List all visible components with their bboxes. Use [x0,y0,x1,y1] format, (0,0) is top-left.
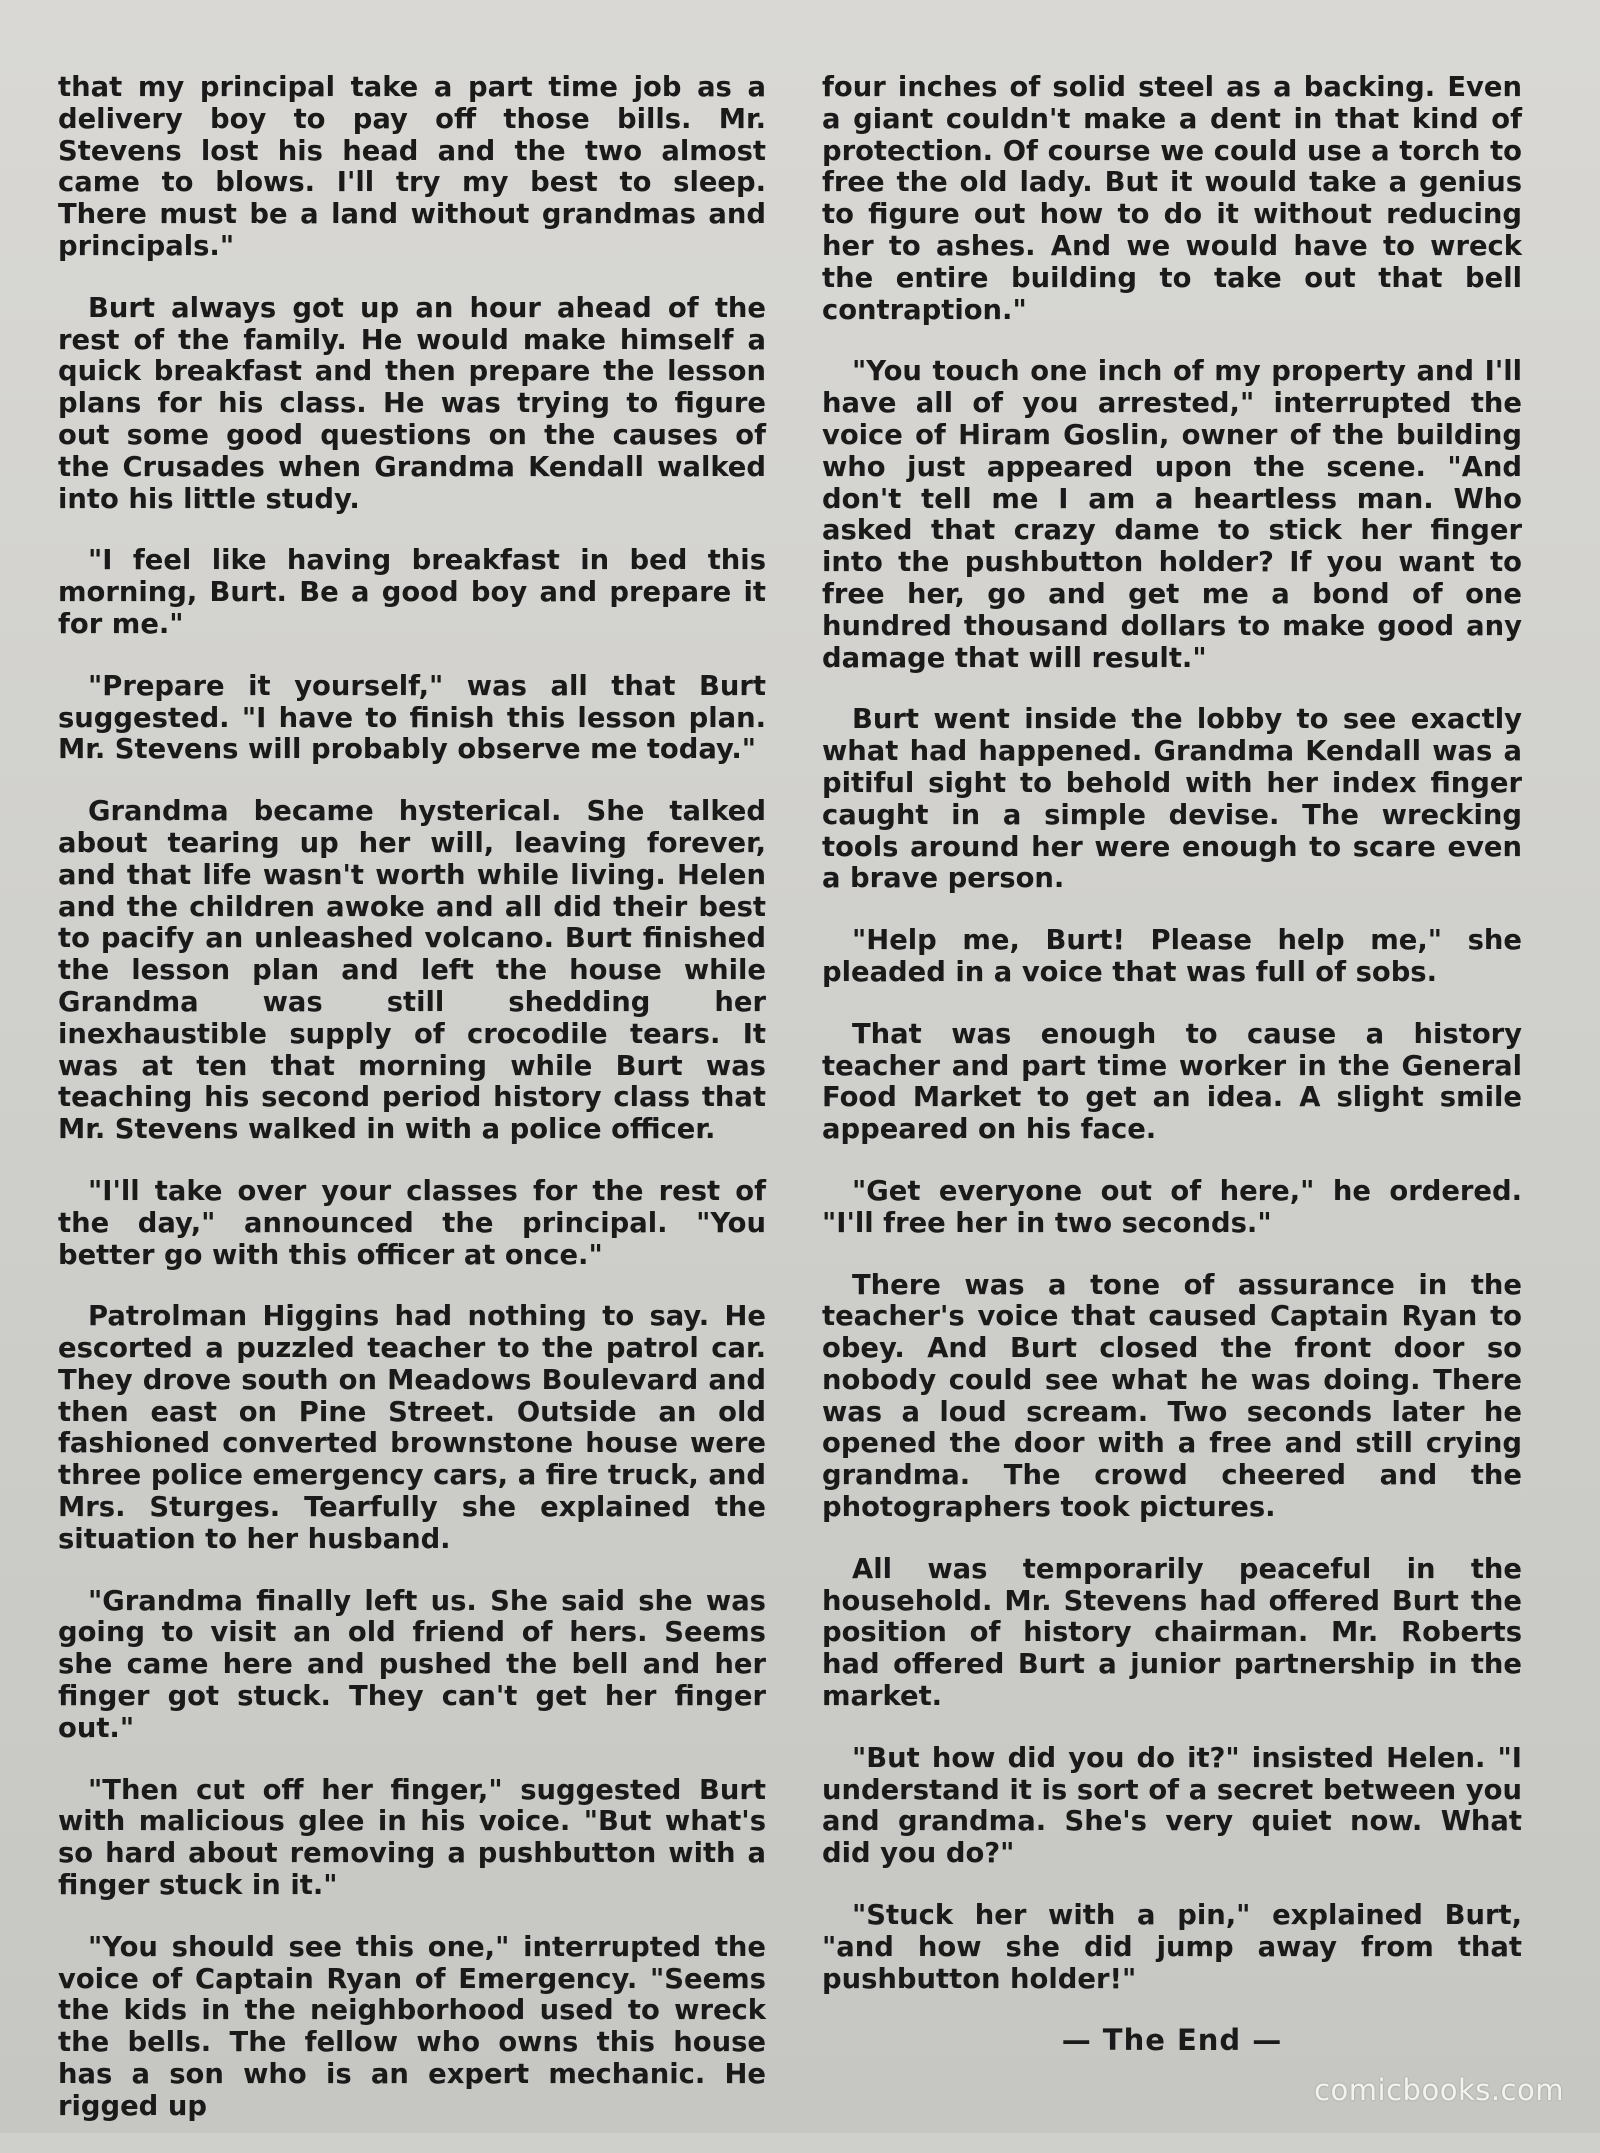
paragraph: "Prepare it yourself," was all that Burt suggested. "I have to finish this lesson plan. Mr. Stevens will probably observe me today." [58,670,766,766]
paragraph: Patrolman Higgins had nothing to say. He escorted a puzzled teacher to the patrol car. They drove south on Meadows Boulevard and then east on Pine Street. Outside an old fashioned converted brownstone house were three police emergency cars, a fire truck, and Mrs. Sturges. Tearfully she explained the situation to her husband. [58,1301,766,1555]
site-watermark: comicbooks.com [1314,2073,1564,2107]
paragraph: "But how did you do it?" insisted Helen. "I understand it is sort of a secret between you and grandma. She's very quiet now. What did you do?" [822,1742,1522,1870]
paragraph: that my principal take a part time job as a delivery boy to pay off those bills. Mr. Stevens lost his head and the two almost came to blows. I'll try my best to sleep. There must be a land without grandmas and principals." [58,72,766,262]
paragraph: "Grandma finally left us. She said she was going to visit an old friend of hers. Seems she came here and pushed the bell and her finger got stuck. They can't get her finger out." [58,1585,766,1744]
right-column [822,72,1522,2057]
paragraph: Burt went inside the lobby to see exactly what had happened. Grandma Kendall was a pitiful sight to behold with her index finger caught in a simple devise. The wrecking tools around her were enough to scare even a brave person. [822,704,1522,895]
paragraph: Grandma became hysterical. She talked about tearing up her will, leaving forever, and that life wasn't worth while living. Helen and the children awoke and all did their best to pacify an unleashed volcano. Burt finished the lesson plan and left the house while Grandma was still shedding her inexhaustible supply of crocodile tears. It was at ten that morning while Burt was teaching his second period history class that Mr. Stevens walked in with a police officer. [58,796,766,1146]
paragraph: "Then cut off her finger," suggested Burt with malicious glee in his voice. "But what's so hard about removing a pushbutton with a finger stuck in it." [58,1774,766,1902]
paragraph: That was enough to cause a history teacher and part time worker in the General Food Market to get an idea. A slight smile appeared on his face. [822,1018,1522,1146]
paragraph: four inches of solid steel as a backing. Even a giant couldn't make a dent in that kind of protection. Of course we could use a torch to free the old lady. But it would take a genius to figure out how to do it without reducing her to ashes. And we would have to wreck the entire building to take out that bell contraption." [822,72,1522,326]
paragraph: "You should see this one," interrupted the voice of Captain Ryan of Emergency. "Seems the kids in the neighborhood used to wreck the bells. The fellow who owns this house has a son who is an expert mechanic. He rigged up [58,1931,766,2122]
paragraph: "I feel like having breakfast in bed this morning, Burt. Be a good boy and prepare it for me." [58,545,766,640]
paragraph: "Help me, Burt! Please help me," she pleaded in a voice that was full of sobs. [822,925,1522,988]
paragraph: "You touch one inch of my property and I'll have all of you arrested," interrupted the voice of Hiram Goslin, owner of the building who just appeared upon the scene. "And don't tell me I am a heartless man. Who asked that crazy dame to stick her finger into the pushbutton holder? If you want to free her, go and get me a bond of one hundred thousand dollars to make good any damage that will result." [822,356,1522,674]
left-column [58,72,766,2153]
the-end-mark: — The End — [1061,2023,1283,2058]
paragraph: Burt always got up an hour ahead of the rest of the family. He would make himself a quick breakfast and then prepare the lesson plans for his class. He was trying to figure out some good questions on the causes of the Crusades when Grandma Kendall walked into his little study. [58,292,766,515]
paragraph: "Stuck her with a pin," explained Burt, "and how she did jump away from that pushbutton holder!" [822,1900,1522,1995]
paragraph: "Get everyone out of here," he ordered. "I'll free her in two seconds." [822,1175,1522,1239]
paragraph: "I'll take over your classes for the rest of the day," announced the principal. "You better go with this officer at once." [58,1175,766,1271]
paragraph: There was a tone of assurance in the teacher's voice that caused Captain Ryan to obey. And Burt closed the front door so nobody could see what he was doing. There was a loud scream. Two seconds later he opened the door with a free and still crying grandma. The crowd cheered and the photographers took pictures. [822,1269,1522,1524]
paragraph: All was temporarily peaceful in the household. Mr. Stevens had offered Burt the position of history chairman. Mr. Roberts had offered Burt a junior partnership in the market. [822,1553,1522,1713]
